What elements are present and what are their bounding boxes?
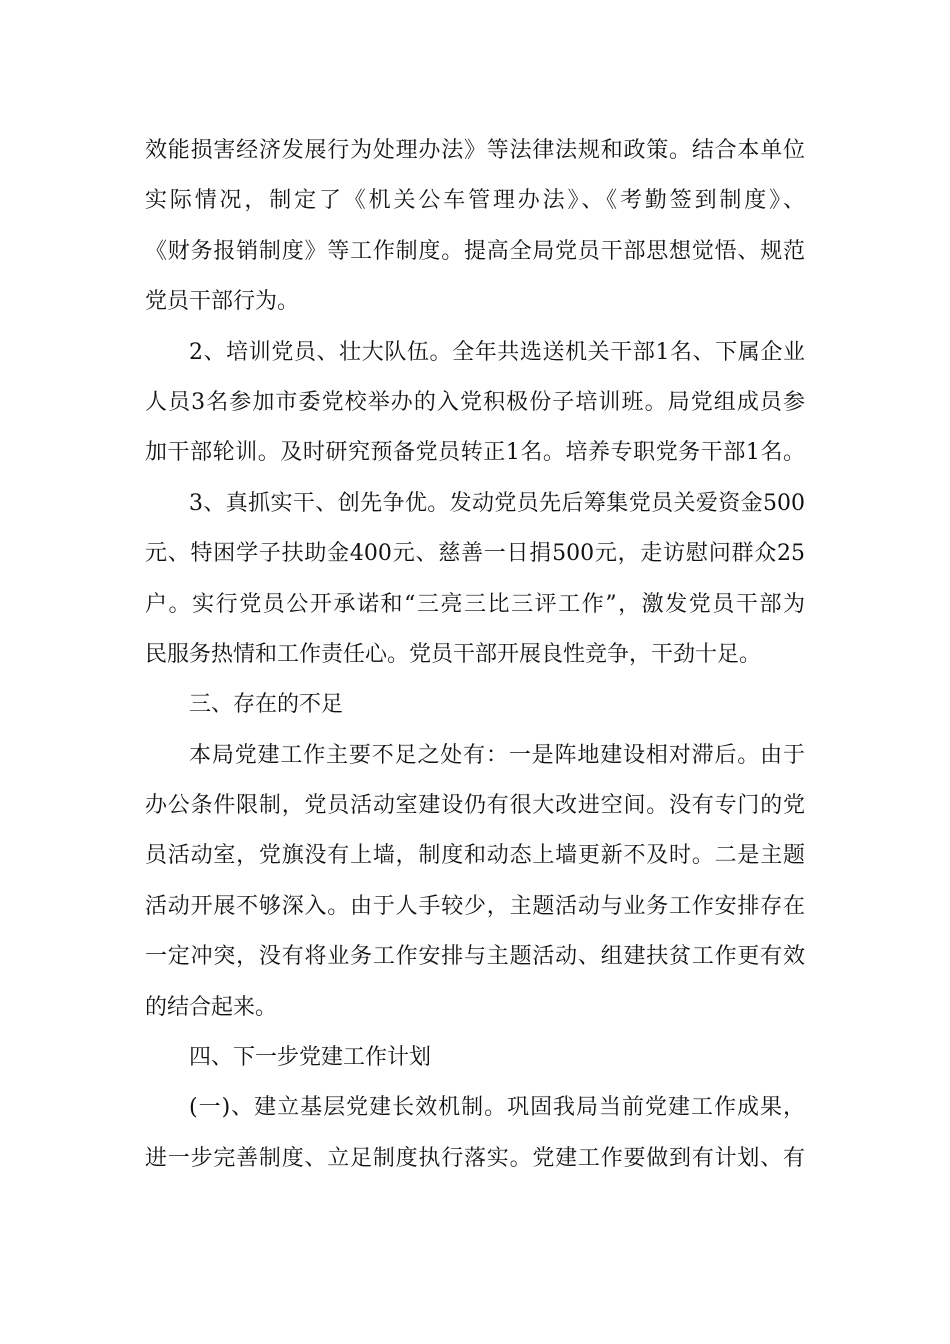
text-line: 人员3名参加市委党校举办的入党积极份子培训班。局党组成员参: [145, 389, 805, 415]
text-line: 效能损害经济发展行为处理办法》等法律法规和政策。结合本单位: [145, 138, 805, 163]
document-body: [145, 126, 805, 1184]
paragraph-first-line: (一)、建立基层党建长效机制。巩固我局当前党建工作成果，: [189, 1095, 805, 1121]
text-line: 党员干部行为。: [145, 289, 300, 315]
text-line: 一定冲突，没有将业务工作安排与主题活动、组建扶贫工作更有效: [145, 944, 805, 970]
text-line: 《财务报销制度》等工作制度。提高全局党员干部思想觉悟、规范: [145, 238, 805, 264]
text-line: 实际情况，制定了《机关公车管理办法》、《考勤签到制度》、: [145, 188, 805, 214]
text-line: 的结合起来。: [145, 994, 278, 1020]
paragraph-first-line: 3、真抓实干、创先争优。发动党员先后筹集党员关爱资金500: [189, 490, 805, 516]
paragraph-first-line: 2、培训党员、壮大队伍。全年共选送机关干部1名、下属企业: [189, 339, 805, 365]
text-line: 活动开展不够深入。由于人手较少，主题活动与业务工作安排存在: [145, 893, 805, 919]
text-line: 进一步完善制度、立足制度执行落实。党建工作要做到有计划、有: [145, 1145, 805, 1171]
section-heading: 四、下一步党建工作计划: [189, 1045, 432, 1071]
text-line: 民服务热情和工作责任心。党员干部开展良性竞争，干劲十足。: [145, 641, 762, 667]
text-line: 加干部轮训。及时研究预备党员转正1名。培养专职党务干部1名。: [145, 440, 805, 466]
text-line: 办公条件限制，党员活动室建设仍有很大改进空间。没有专门的党: [145, 793, 805, 819]
text-line: 户。实行党员公开承诺和“三亮三比三评工作”，激发党员干部为: [145, 591, 805, 617]
text-line: 元、特困学子扶助金400元、慈善一日捐500元，走访慰问群众25: [145, 541, 805, 567]
section-heading: 三、存在的不足: [189, 692, 344, 718]
text-line: 员活动室，党旗没有上墙，制度和动态上墙更新不及时。二是主题: [145, 843, 805, 869]
paragraph-first-line: 本局党建工作主要不足之处有：一是阵地建设相对滞后。由于: [189, 742, 805, 768]
